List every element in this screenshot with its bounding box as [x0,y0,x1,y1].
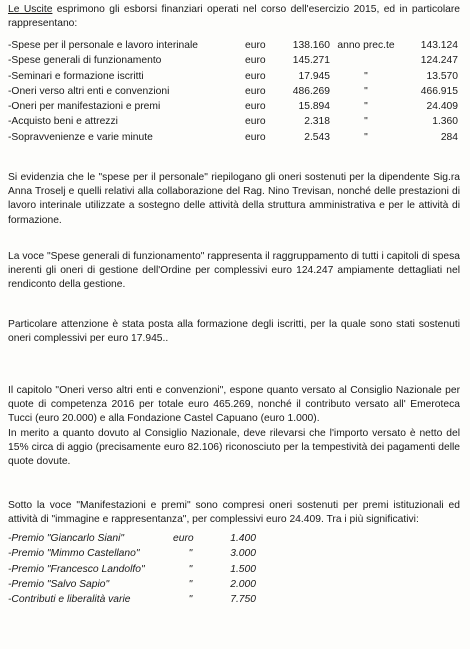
ditto-mark: " [364,85,368,97]
row-prev-value: 143.124 [420,40,458,51]
row-value: 138.160 [292,40,330,51]
row-value: 145.271 [292,55,330,67]
row-label: -Spese generali di funzionamento [8,55,162,67]
row-label: -Seminari e formazione iscritti [8,70,144,82]
table-row [8,55,458,70]
ditto-mark: " [364,131,368,143]
table-row [8,548,256,563]
row-currency: euro [245,131,266,143]
row-value: 2.543 [304,131,330,143]
prize-value: 1.500 [230,563,256,575]
table-row [8,132,458,147]
table-row [8,594,256,609]
ditto-cell [332,55,400,70]
row-prev-value: 13.570 [426,70,458,82]
row-prev-value: 1.360 [432,116,458,128]
row-currency: euro [245,40,266,51]
row-label: -Oneri per manifestazioni e premi [8,101,161,113]
table-row [8,40,458,55]
row-currency: euro [245,101,266,113]
expenses-table [8,40,458,147]
ditto-mark: " [364,101,368,113]
paragraph-manifestazioni: Sotto la voce "Manifestazioni e premi" sono compresi oneri sostenuti per premi istituzionali ed attività di "immagine e rappresentanza", per complessivi euro 24.409. Tra i più significativi: [8,500,460,526]
row-value: 15.894 [298,101,330,113]
paragraph-formazione: Particolare attenzione è stata posta alla formazione degli iscritti, per la quale sono stati sostenuti oneri complessivi per euro 17.945.. [8,319,460,345]
table-row [8,116,458,131]
row-value: 2.318 [304,116,330,128]
row-prev-value: 284 [440,131,458,143]
row-currency: euro [245,70,266,82]
prizes-table [8,533,256,609]
prize-label: -Premio "Giancarlo Siani" [8,533,125,544]
row-prev-value: 24.409 [426,101,458,113]
prize-currency: euro [173,533,194,544]
row-currency: euro [245,116,266,128]
prize-value: 2.000 [230,578,256,590]
prev-year-label: anno prec.te [337,40,395,51]
ditto-mark: " [188,548,193,560]
row-label: -Sopravvenienze e varie minute [8,131,153,143]
prize-value: 1.400 [230,533,256,544]
paragraph-consiglio: In merito a quanto dovuto al Consiglio Nazionale, deve rilevarsi che l'importo versato è netto del 15% circa di aggio (precisamente euro 82.106) riconosciuto per la tempestività dei pagamenti delle quote dovute. [8,428,460,468]
row-value: 17.945 [298,70,330,82]
row-label: -Oneri verso altri enti e convenzioni [8,85,170,97]
prize-label: -Premio "Francesco Landolfo" [8,563,145,575]
prize-value: 3.000 [230,548,256,560]
ditto-mark: " [364,116,368,128]
row-label: -Acquisto beni e attrezzi [8,116,118,128]
row-currency: euro [245,55,266,67]
paragraph-spese-generali: La voce "Spese generali di funzionamento" rappresenta il raggruppamento di tutti i capitoli di spesa inerenti gli oneri di gestione dell'Ordine per complessivi euro 124.247 ampiamente dettagliati nel rendiconto della gestione. [8,251,460,291]
prize-value: 7.750 [230,594,256,606]
row-label: -Spese per il personale e lavoro interinale [8,40,199,51]
prize-label: -Premio "Salvo Sapio" [8,578,110,590]
ditto-mark: " [188,578,193,590]
row-prev-value: 124.247 [420,55,458,67]
table-row [8,101,458,116]
prize-label: -Contributi e liberalità varie [8,594,131,606]
table-row [8,564,256,579]
paragraph-personale: Si evidenzia che le "spese per il personale" riepilogano gli oneri sostenuti per la dipendente Sig.ra Anna Troselj e quelli relativi alla collaborazione del Rag. Nino Trevisan, nonché delle prestazioni di lavoro interinale utilizzate a sostegno delle attività della struttura amministrativa e per le attività di formazione. [8,172,460,226]
ditto-mark: " [364,70,368,82]
ditto-mark: " [188,563,193,575]
table-row [8,86,458,101]
ditto-mark: " [188,594,193,606]
intro-paragraph [8,3,460,31]
table-row [8,579,256,594]
row-value: 486.269 [292,85,330,97]
intro-text: esprimono gli esborsi finanziari operati nel corso dell'esercizio 2015, ed in particolare rappresentano: [8,4,460,30]
row-currency: euro [245,85,266,97]
section-heading: Le Uscite [8,4,53,15]
table-row [8,533,256,548]
table-row [8,71,458,86]
prize-label: -Premio "Mimmo Castellano" [8,548,140,560]
paragraph-oneri-enti: Il capitolo "Oneri verso altri enti e convenzioni", espone quanto versato al Consiglio Nazionale per quote di competenza 2016 per totale euro 465.269, nonché il contributo versato all' Emeroteca Tucci (euro 20.000) e alla Fondazione Castel Capuano (euro 1.000). [8,385,460,425]
row-prev-value: 466.915 [420,85,458,97]
